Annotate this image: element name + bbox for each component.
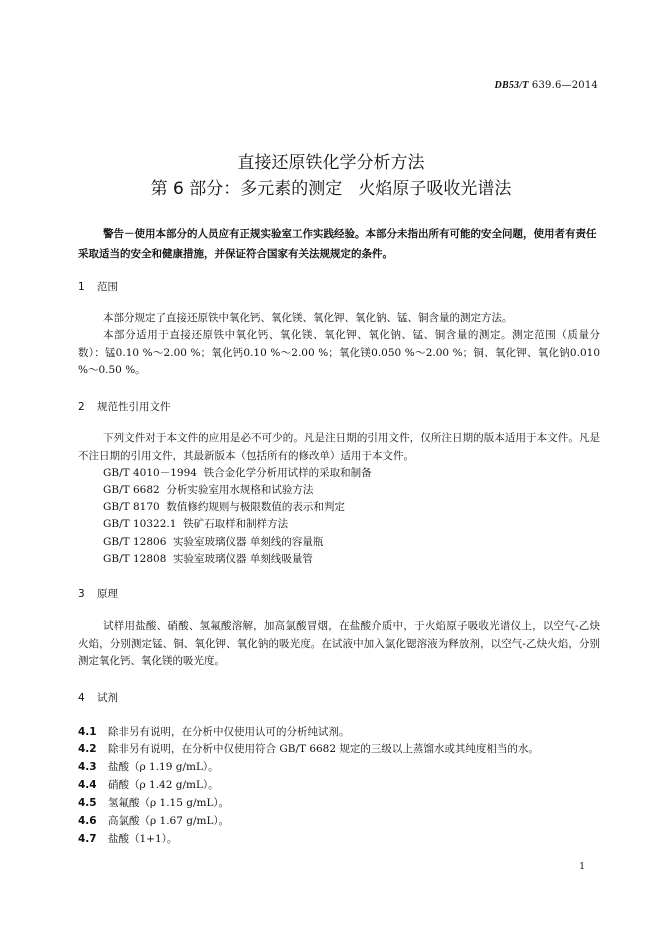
- reference-item: GB/T 6682 分析实验室用水规格和试验方法: [103, 484, 314, 496]
- document-title: 直接还原铁化学分析方法: [237, 153, 425, 173]
- section-title: 规范性引用文件: [97, 401, 171, 413]
- reagent-number: 4.7: [78, 833, 97, 845]
- reagent-item: [78, 795, 229, 810]
- standard-code-number: 639.6—2014: [528, 80, 598, 91]
- reagent-item: [78, 724, 350, 739]
- reagent-number: 4.5: [78, 797, 97, 809]
- reagent-number: 4.3: [78, 761, 97, 773]
- reagent-text: 硝酸（ρ 1.42 g/mL）。: [108, 779, 219, 791]
- document-subtitle: 第 6 部分：多元素的测定 火焰原子吸收光谱法: [150, 179, 512, 199]
- reference-item: GB/T 12808 实验室玻璃仪器 单刻线吸量管: [103, 553, 313, 565]
- reference-item: GB/T 10322.1 铁矿石取样和制样方法: [103, 518, 289, 530]
- reagent-number: 4.6: [78, 815, 97, 827]
- reagent-number: 4.2: [78, 743, 97, 755]
- reagent-text: 除非另有说明，在分析中仅使用认可的分析纯试剂。: [108, 726, 350, 738]
- section-title: 范围: [97, 281, 118, 293]
- reagent-text: 盐酸（1+1）。: [108, 833, 178, 845]
- section-number: 4: [78, 692, 85, 704]
- reagent-text: 高氯酸（ρ 1.67 g/mL）。: [108, 815, 230, 827]
- section-number: 3: [78, 588, 85, 600]
- reagent-text: 盐酸（ρ 1.19 g/mL）。: [108, 761, 219, 773]
- section-title: 原理: [97, 588, 118, 600]
- principle-paragraph: 试样用盐酸、硝酸、氢氟酸溶解，加高氯酸冒烟，在盐酸介质中，于火焰原子吸收光谱仪上，以空气-乙炔火焰，分别测定锰、铜、氧化钾、氧化钠的吸光度。在试液中加入氯化锶溶液为释放剂，以空气-乙炔火焰，分别测定氧化钙、氧化镁的吸光度。: [78, 620, 600, 667]
- page-number: 1: [579, 862, 585, 872]
- section-number: 1: [78, 281, 85, 293]
- standard-code: [495, 80, 598, 91]
- reagent-text: 氢氟酸（ρ 1.15 g/mL）。: [108, 797, 230, 809]
- section-number: 2: [78, 401, 85, 413]
- section-2-heading: [78, 399, 171, 414]
- section-title: 试剂: [97, 692, 118, 704]
- references-intro-paragraph: 下列文件对于本文件的应用是必不可少的。凡是注日期的引用文件，仅所注日期的版本适用于本文件。凡是不注日期的引用文件，其最新版本（包括所有的修改单）适用于本文件。: [78, 432, 600, 462]
- safety-warning: 警告－使用本部分的人员应有正规实验室工作实践经验。本部分未指出所有可能的安全问题，使用者有责任采取适当的安全和健康措施，并保证符合国家有关法规规定的条件。: [78, 228, 597, 260]
- section-4-heading: [78, 690, 118, 705]
- section-1-heading: [78, 279, 118, 294]
- reagent-item: [78, 777, 219, 792]
- scope-paragraph-2: 本部分适用于直接还原铁中氧化钙、氧化镁、氧化钾、氧化钠、锰、铜含量的测定。测定范围（质量分数）：锰0.10 %～2.00 %；氧化钙0.10 %～2.00 %；氧化镁0.050 %～2.00 %；铜、氧化钾、氧化钠0.010 %～0.50 %。: [78, 329, 600, 376]
- scope-paragraph-1: 本部分规定了直接还原铁中氧化钙、氧化镁、氧化钾、氧化钠、锰、铜含量的测定方法。: [103, 312, 513, 324]
- standard-code-prefix: DB53/T: [494, 80, 529, 91]
- reagent-item: [78, 741, 539, 756]
- reagent-number: 4.4: [78, 779, 97, 791]
- reagent-number: 4.1: [78, 726, 97, 738]
- reagent-item: [78, 759, 219, 774]
- reference-item: GB/T 4010－1994 铁合金化学分析用试样的采取和制备: [103, 467, 372, 479]
- reference-item: GB/T 12806 实验室玻璃仪器 单刻线的容量瓶: [103, 536, 324, 548]
- reagent-text: 除非另有说明，在分析中仅使用符合 GB/T 6682 规定的三级以上蒸馏水或其纯度相当的水。: [108, 743, 539, 755]
- reagent-item: [78, 813, 229, 828]
- section-3-heading: [78, 586, 118, 601]
- reference-item: GB/T 8170 数值修约规则与极限数值的表示和判定: [103, 501, 345, 513]
- reagent-item: [78, 831, 177, 846]
